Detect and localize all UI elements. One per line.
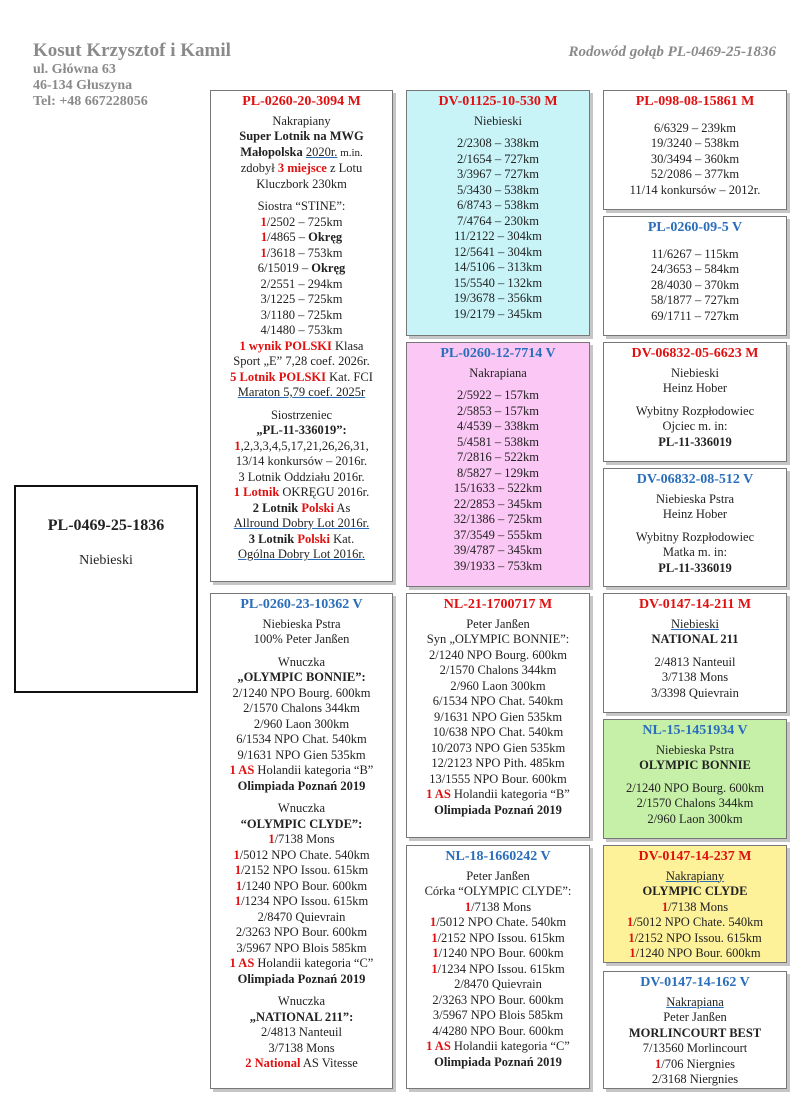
mm-mother-name: MORLINCOURT BEST [628, 1025, 762, 1040]
result-row: 9/1631 NPO Gien 535km [433, 709, 563, 724]
mf-father-box [603, 593, 787, 713]
main-pigeon-box [14, 485, 198, 693]
mf-mother-color: Niebieska Pstra [655, 742, 735, 757]
result-row: 2/960 Laon 300km [253, 716, 350, 731]
result-row: 2/1570 Chalons 344km [439, 663, 557, 677]
mm-mother-breeder: Peter Janßen [663, 1010, 727, 1024]
fm-father-note: Ojciec m. in: [662, 419, 728, 433]
result-row: 6/6329 – 239km [654, 120, 736, 135]
result-row: 4/4539 – 338km [457, 419, 539, 433]
father-sister-title: Siostra “STINE”: [257, 199, 346, 213]
result-row: 24/3653 – 584km [650, 262, 740, 276]
fm-mother-breeder: Heinz Hober [662, 507, 728, 521]
result-row: 1/7138 Mons [268, 832, 335, 846]
result-row: 2/5922 – 157km [457, 388, 539, 402]
paternal-grandfather-ring: DV-01125-10-530 M [438, 94, 558, 109]
result-row: Olimpiada Poznań 2019 [237, 971, 366, 986]
result-row: 2/960 Laon 300km [450, 678, 546, 693]
maternal-grandfather-ring: NL-21-1700717 M [443, 597, 553, 612]
fm-mother-offspring: PL-11-336019 [658, 560, 732, 575]
result-row: 1/706 Niergnies [655, 1056, 735, 1071]
result-row: 3/7138 Mons [661, 670, 729, 684]
nephew-title: Siostrzeniec [270, 407, 333, 422]
breeder-info [33, 40, 231, 110]
result-row: 1/7138 Mons [661, 899, 729, 914]
maternal-grandfather-breeder: Peter Janßen [466, 616, 530, 631]
result-row: 39/1933 – 753km [453, 558, 543, 573]
fm-mother-note: Matka m. in: [662, 545, 728, 559]
result-row: 19/3678 – 356km [453, 291, 543, 305]
result-row: 2/1654 – 727km [457, 151, 539, 166]
fm-father-box [603, 342, 787, 462]
father-ring: PL-0260-20-3094 M [242, 94, 361, 109]
mother-box [210, 593, 393, 1089]
result-row: 8/5827 – 129km [457, 465, 539, 480]
result-row: 58/1877 – 727km [650, 293, 740, 307]
father-line: Super Lotnik na MWG [239, 129, 364, 143]
result-row: 3 Lotnik Polski Kat. [248, 531, 355, 546]
result-row: 1/1240 NPO Bour. 600km [629, 946, 761, 960]
result-row: 1 AS Holandii kategoria “C” [426, 1039, 570, 1053]
breeder-phone: Tel: +48 667228056 [33, 94, 148, 110]
fm-father-color: Niebieski [671, 365, 719, 380]
ff-mother-ring: PL-0260-09-5 V [647, 220, 743, 235]
result-row: 6/8743 – 538km [457, 198, 539, 212]
mf-mother-ring: NL-15-1451934 V [642, 723, 748, 738]
result-row: 11/2122 – 304km [454, 229, 542, 243]
result-row: 1/2152 NPO Issou. 615km [628, 930, 762, 945]
result-row: 2/2308 – 338km [457, 136, 539, 150]
mother-ring: PL-0260-23-10362 V [240, 597, 363, 612]
father-line: Małopolska 2020r. m.in. [240, 144, 363, 159]
result-row: 2/8470 Quievrain [454, 977, 542, 991]
granddaughter-title: Wnuczka [277, 801, 326, 815]
maternal-grandmother-daughter-of: Córka “OLYMPIC CLYDE”: [424, 884, 572, 898]
fm-mother-ring: DV-06832-08-512 V [636, 472, 754, 487]
ff-father-ring: PL-098-08-15861 M [635, 94, 755, 109]
result-row: 1/5012 NPO Chate. 540km [626, 915, 764, 929]
result-row: 1 AS Holandii kategoria “C” [229, 956, 374, 970]
result-row: 1/7138 Mons [464, 899, 532, 914]
result-row: 14/5106 – 313km [453, 260, 543, 274]
result-row: 2/1570 Chalons 344km [636, 796, 754, 810]
paternal-grandfather-color: Niebieski [474, 113, 522, 128]
result-row: 1/1240 NPO Bour. 600km [235, 878, 368, 893]
result-row: 2/1570 Chalons 344km [243, 701, 360, 715]
result-row: 10/638 NPO Chat. 540km [432, 725, 564, 739]
result-row: 28/4030 – 370km [650, 277, 740, 292]
result-row: 2/1240 NPO Bourg. 600km [232, 685, 371, 700]
result-row: 3/3967 – 727km [457, 167, 539, 181]
mf-father-color: Niebieski [671, 616, 719, 631]
result-row: Ogólna Dobry Lot 2016r. [237, 547, 366, 561]
result-row: 13/1555 NPO Bour. 600km [429, 771, 567, 786]
result-row: 10/2073 NPO Gien 535km [430, 740, 566, 755]
fm-father-offspring: PL-11-336019 [658, 434, 732, 449]
result-row: 1/4865 – Okręg [260, 230, 343, 244]
result-row: 2 Lotnik Polski As [252, 500, 351, 515]
mm-father-ring: DV-0147-14-237 M [638, 849, 752, 864]
father-box [210, 90, 393, 582]
mm-mother-ring: DV-0147-14-162 V [640, 975, 750, 990]
mf-father-name: NATIONAL 211 [651, 632, 739, 646]
breeder-city: 46-134 Głuszyna [33, 77, 133, 93]
result-row: 1/1234 NPO Issou. 615km [431, 961, 565, 976]
ff-mother-box [603, 216, 787, 336]
ff-father-box [603, 90, 787, 210]
result-row: 1 AS Holandii kategoria “B” [426, 787, 570, 801]
maternal-grandmother-breeder: Peter Janßen [466, 868, 530, 883]
breeder-street: ul. Główna 63 [33, 61, 116, 77]
paternal-grandmother-color: Nakrapiana [469, 365, 527, 380]
result-row: 5 Lotnik POLSKI Kat. FCI [230, 369, 373, 384]
result-row: 6/15019 – Okręg [257, 261, 346, 275]
result-row: 2/2551 – 294km [260, 276, 343, 291]
result-row: 22/2853 – 345km [453, 496, 543, 511]
result-row: 4/4280 NPO Bour. 600km [432, 1023, 564, 1038]
result-row: 2/8470 Quievrain [257, 909, 346, 924]
result-row: Olimpiada Poznań 2019 [237, 778, 366, 793]
ff-mother-results [607, 247, 783, 325]
result-row: 7/13560 Morlincourt [642, 1041, 748, 1055]
result-row: Olimpiada Poznań 2019 [434, 1054, 562, 1069]
paternal-grandfather-results [410, 136, 586, 322]
maternal-grandmother-ring: NL-18-1660242 V [445, 849, 551, 864]
paternal-grandmother-ring: PL-0260-12-7714 V [440, 346, 556, 361]
result-row: 2/1240 NPO Bourg. 600km [429, 647, 567, 662]
result-row: 15/5540 – 132km [453, 275, 543, 290]
mm-mother-box [603, 971, 787, 1089]
fm-father-breeder: Heinz Hober [662, 381, 728, 395]
result-row: 2/4813 Nanteuil [654, 654, 736, 669]
result-row: 11/6267 – 115km [651, 246, 739, 261]
result-row: 2/4813 Nanteuil [261, 1025, 342, 1039]
result-row: 1 wynik POLSKI Klasa [239, 338, 364, 353]
result-row: 1/3618 – 753km [260, 245, 343, 260]
result-row: 3/1180 – 725km [260, 307, 343, 322]
result-row: 69/1711 – 727km [651, 308, 739, 323]
father-line: Kluczbork 230km [256, 176, 347, 191]
result-row: 1/1240 NPO Bour. 600km [432, 946, 564, 960]
result-row: 4/1480 – 753km [260, 323, 343, 337]
result-row: 15/1633 – 522km [453, 481, 543, 495]
granddaughter-of: „NATIONAL 211”: [249, 1009, 354, 1024]
result-row: 1,2,3,3,4,5,17,21,26,26,31, [234, 438, 369, 453]
result-row: 30/3494 – 360km [650, 151, 740, 166]
paternal-grandmother-results [410, 388, 586, 574]
result-row: 2/3263 NPO Bour. 600km [235, 925, 368, 939]
granddaughter-of: „OLYMPIC BONNIE”: [237, 670, 366, 684]
mf-mother-name: OLYMPIC BONNIE [639, 758, 751, 772]
result-row: 12/2123 NPO Pith. 485km [431, 756, 565, 770]
result-row: 7/2816 – 522km [457, 450, 539, 464]
result-row: 7/4764 – 230km [457, 213, 539, 228]
result-row: Sport „E” 7,28 coef. 2026r. [233, 354, 370, 368]
nephew-ring: „PL-11-336019”: [256, 423, 347, 437]
mother-color: Niebieska Pstra [262, 616, 341, 631]
granddaughter-title: Wnuczka [277, 994, 326, 1008]
granddaughter-of: “OLYMPIC CLYDE”: [240, 816, 363, 831]
result-row: 6/1534 NPO Chat. 540km [432, 694, 564, 708]
fm-mother-box [603, 468, 787, 587]
result-row: Maraton 5,79 coef. 2025r [237, 385, 366, 399]
result-row: 1 AS Holandii kategoria “B” [229, 763, 374, 777]
result-row: 2/3168 Niergnies [651, 1072, 739, 1086]
father-line: zdobył 3 miejsce z Lotu [240, 161, 363, 175]
result-row: 9/1631 NPO Gien 535km [237, 747, 366, 762]
father-color: Nakrapiany [272, 113, 331, 128]
maternal-grandmother-box [406, 845, 590, 1089]
maternal-grandfather-sire-of: Syn „OLYMPIC BONNIE”: [426, 632, 570, 646]
result-row: 52/2086 – 377km [650, 167, 740, 181]
mm-father-box [603, 845, 787, 963]
result-row: 1/5012 NPO Chate. 540km [233, 847, 370, 862]
fm-mother-note: Wybitny Rozpłodowiec [635, 529, 755, 544]
result-row: 1/2152 NPO Issou. 615km [431, 930, 565, 945]
main-pigeon-ring: PL-0469-25-1836 [47, 517, 165, 534]
result-row: 3 Lotnik Oddziału 2016r. [238, 469, 365, 484]
result-row: 5/4581 – 538km [457, 434, 539, 449]
result-row: 3/1225 – 725km [260, 292, 343, 306]
result-row: 2/1240 NPO Bourg. 600km [626, 780, 764, 795]
paternal-grandfather-box [406, 90, 590, 336]
maternal-grandfather-results [410, 648, 586, 788]
mm-mother-color: Nakrapiana [666, 994, 724, 1009]
result-row: 11/14 konkursów – 2012r. [629, 182, 761, 197]
main-pigeon-color: Niebieski [79, 553, 133, 568]
result-row: 3/7138 Mons [268, 1040, 335, 1055]
result-row: 19/2179 – 345km [453, 306, 543, 321]
result-row: Allround Dobry Lot 2016r. [233, 516, 370, 530]
result-row: 1/2152 NPO Issou. 615km [234, 863, 369, 877]
result-row: 2/960 Laon 300km [647, 811, 743, 826]
result-row: 3/3398 Quievrain [651, 685, 739, 700]
result-row: 39/4787 – 345km [453, 543, 543, 557]
result-row: 2 National AS Vitesse [245, 1056, 358, 1070]
result-row: 5/3430 – 538km [457, 182, 539, 197]
paternal-grandmother-box [406, 342, 590, 587]
result-row: 19/3240 – 538km [650, 136, 740, 150]
result-row: 37/3549 – 555km [453, 527, 543, 542]
mm-father-name: OLYMPIC CLYDE [642, 884, 748, 898]
result-row: Olimpiada Poznań 2019 [434, 802, 562, 817]
result-row: 13/14 konkursów – 2016r. [235, 454, 368, 468]
fm-father-ring: DV-06832-05-6623 M [631, 346, 759, 361]
result-row: 1/1234 NPO Issou. 615km [234, 894, 369, 908]
result-row: 3/5967 NPO Blois 585km [432, 1008, 564, 1022]
result-row: 12/5641 – 304km [453, 244, 543, 259]
mm-father-color: Nakrapiany [665, 868, 725, 883]
result-row: 2/3263 NPO Bour. 600km [432, 992, 564, 1007]
mf-mother-box [603, 719, 787, 839]
granddaughter-title: Wnuczka [277, 654, 326, 669]
result-row: 6/1534 NPO Chat. 540km [236, 732, 367, 746]
mf-father-ring: DV-0147-14-211 M [638, 597, 752, 612]
result-row: 1 Lotnik OKRĘGU 2016r. [233, 485, 370, 499]
maternal-grandfather-box [406, 593, 590, 838]
result-row: 1/2502 – 725km [260, 214, 343, 229]
pedigree-title: Rodowód gołąb PL-0469-25-1836 [568, 44, 776, 60]
result-row: 2/5853 – 157km [457, 403, 539, 418]
fm-father-note: Wybitny Rozpłodowiec [635, 403, 755, 418]
result-row: 3/5967 NPO Blois 585km [236, 940, 367, 955]
result-row: 32/1386 – 725km [453, 512, 543, 526]
mf-mother-results [607, 781, 783, 828]
mf-father-results [607, 655, 783, 702]
result-row: 1/5012 NPO Chate. 540km [429, 915, 567, 929]
mother-breeder: 100% Peter Janßen [253, 632, 350, 646]
breeder-name: Kosut Krzysztof i Kamil [33, 40, 231, 61]
fm-mother-color: Niebieska Pstra [655, 491, 735, 506]
ff-father-results [607, 121, 783, 199]
